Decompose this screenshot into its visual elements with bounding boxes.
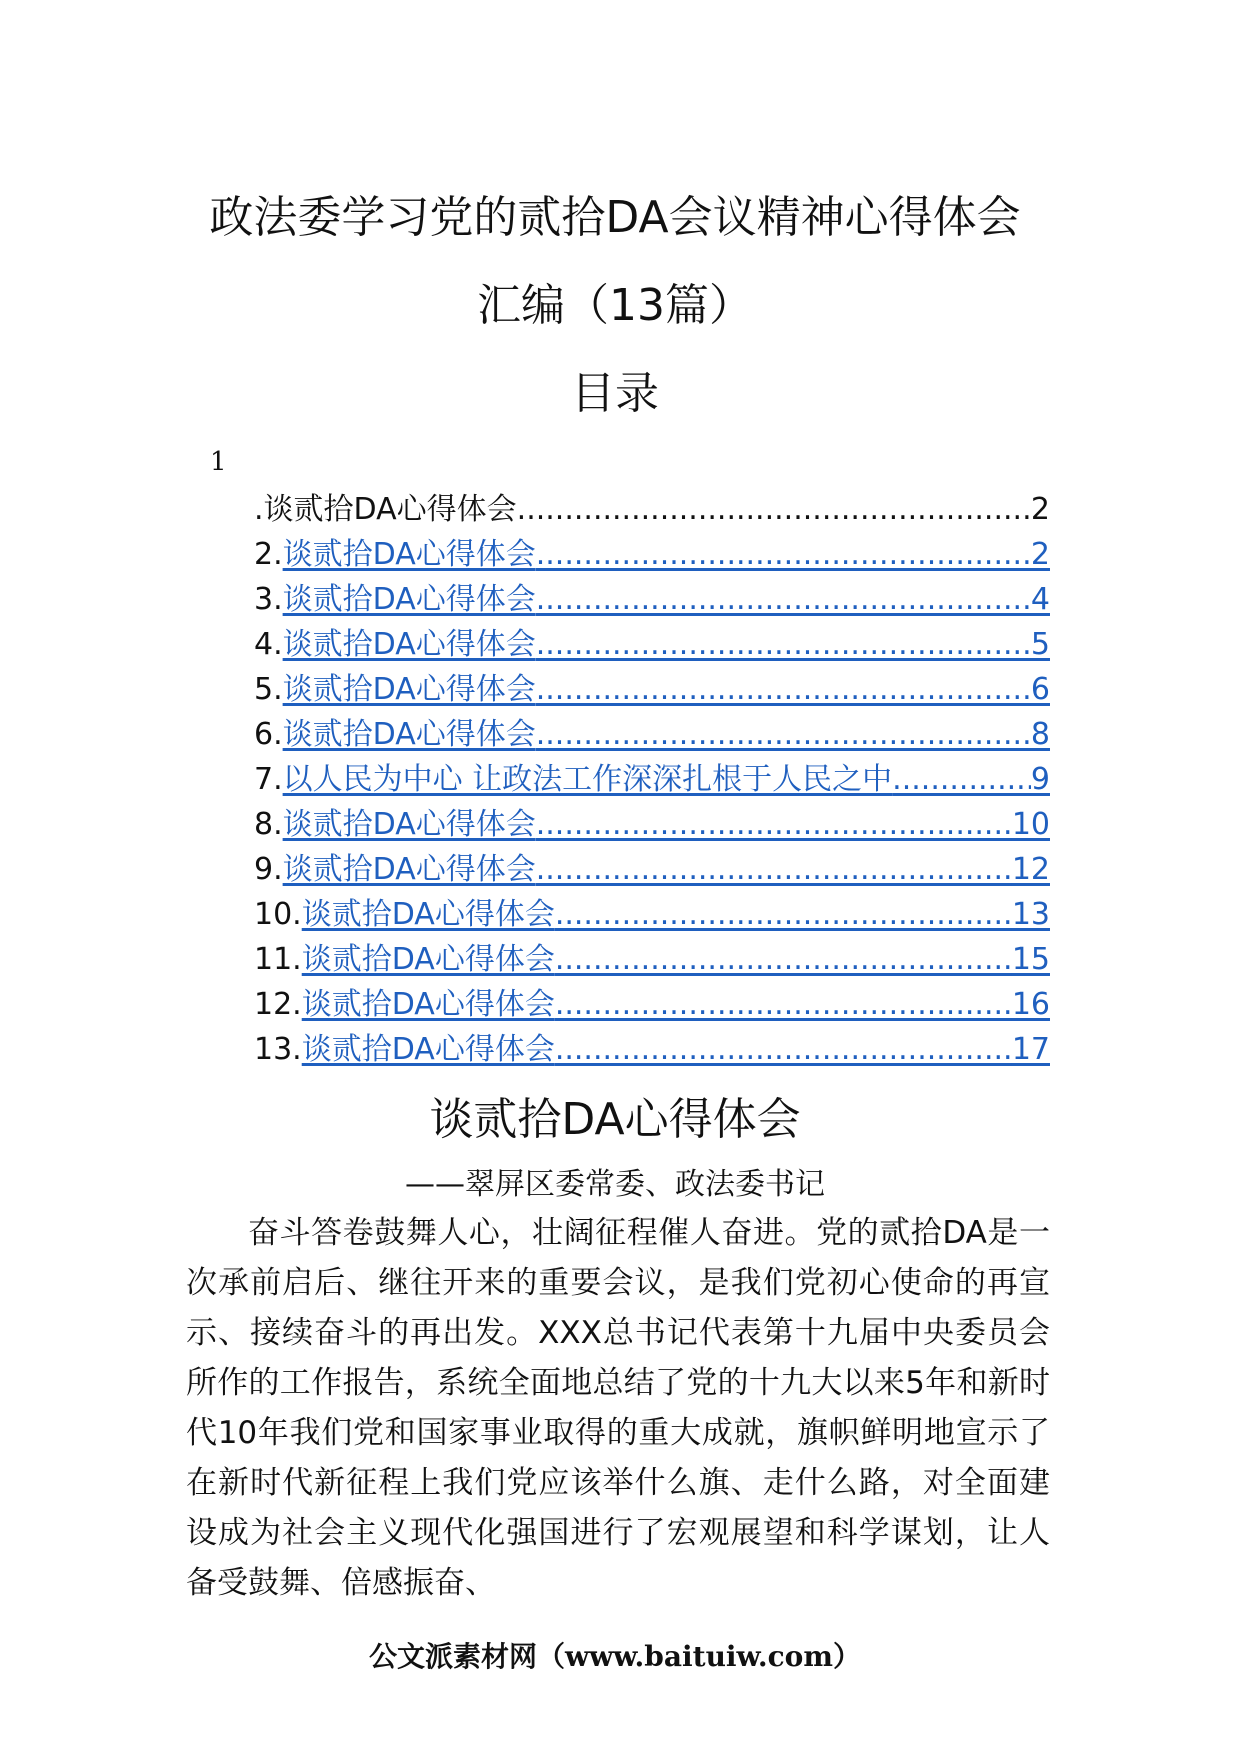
toc-entry-title: 谈贰拾DA心得体会 — [282, 717, 536, 752]
toc-list-marker: 1 — [210, 447, 227, 477]
toc-entry-link[interactable] — [302, 1030, 1050, 1070]
toc-entry-link[interactable] — [283, 715, 1050, 755]
toc-entry-title: 谈贰拾DA心得体会 — [282, 807, 536, 842]
toc-entry-title: 谈贰拾DA心得体会 — [263, 492, 517, 527]
toc-entry-number: 8. — [254, 807, 283, 842]
toc-entry-page-number: 5 — [1030, 627, 1050, 662]
toc-entry[interactable] — [254, 665, 1050, 710]
toc-dot-leader — [555, 895, 1012, 935]
toc-entry-page-number: 17 — [1011, 1032, 1050, 1067]
toc-entry-number: 13. — [254, 1032, 302, 1067]
toc-entry-link[interactable] — [302, 985, 1050, 1025]
footer-source: 公文派素材网（www.baituiw.com） — [369, 1640, 861, 1673]
toc-dot-leader — [536, 580, 1031, 620]
toc-dot-leader — [555, 985, 1012, 1025]
toc-entry-page-number: 15 — [1011, 942, 1050, 977]
toc-entry-number: 3. — [254, 582, 283, 617]
toc-dot-leader — [536, 625, 1031, 665]
toc-entry-title: 以人民为中心 让政法工作深深扎根于人民之中 — [282, 762, 893, 797]
toc-entry-title: 谈贰拾DA心得体会 — [282, 672, 536, 707]
toc-entry-title: 谈贰拾DA心得体会 — [282, 537, 536, 572]
document-title-line-1: 政法委学习党的贰拾DA会议精神心得体会 — [209, 192, 1021, 243]
toc-entry[interactable] — [254, 980, 1050, 1025]
toc-entry-number: 5. — [254, 672, 283, 707]
toc-entry-link[interactable] — [302, 940, 1050, 980]
toc-dot-leader — [536, 715, 1031, 755]
toc-entry-number: . — [254, 492, 264, 527]
toc-entry-page-number: 9 — [1030, 762, 1050, 797]
toc-entry-text — [264, 490, 1050, 530]
toc-entry-link[interactable] — [283, 580, 1050, 620]
toc-entry-title: 谈贰拾DA心得体会 — [282, 627, 536, 662]
toc-entry[interactable] — [254, 710, 1050, 755]
toc-dot-leader — [892, 760, 1031, 800]
toc-entry-link[interactable] — [283, 535, 1050, 575]
section-title: 谈贰拾DA心得体会 — [429, 1094, 801, 1145]
table-of-contents — [254, 485, 1050, 1070]
toc-entry-number: 4. — [254, 627, 283, 662]
toc-entry[interactable] — [254, 890, 1050, 935]
toc-entry-page-number: 8 — [1030, 717, 1050, 752]
toc-dot-leader — [536, 850, 1012, 890]
toc-entry-title: 谈贰拾DA心得体会 — [301, 897, 555, 932]
toc-entry[interactable] — [254, 845, 1050, 890]
toc-entry-link[interactable] — [283, 760, 1050, 800]
toc-entry-number: 9. — [254, 852, 283, 887]
toc-entry-title: 谈贰拾DA心得体会 — [301, 987, 555, 1022]
toc-entry[interactable] — [254, 800, 1050, 845]
toc-dot-leader — [536, 670, 1031, 710]
toc-entry-link[interactable] — [283, 625, 1050, 665]
toc-entry[interactable] — [254, 575, 1050, 620]
toc-entry-link[interactable] — [302, 895, 1050, 935]
toc-entry-page-number: 12 — [1011, 852, 1050, 887]
toc-dot-leader — [555, 1030, 1012, 1070]
toc-entry-number: 6. — [254, 717, 283, 752]
toc-entry-page-number: 13 — [1011, 897, 1050, 932]
toc-entry[interactable] — [254, 1025, 1050, 1070]
toc-entry-number: 12. — [254, 987, 302, 1022]
toc-entry-title: 谈贰拾DA心得体会 — [282, 582, 536, 617]
document-title-line-2: 汇编（13篇） — [477, 280, 753, 331]
toc-entry[interactable] — [254, 530, 1050, 575]
toc-dot-leader — [536, 805, 1012, 845]
toc-dot-leader — [555, 940, 1012, 980]
toc-heading: 目录 — [571, 368, 659, 419]
toc-entry-number: 10. — [254, 897, 302, 932]
toc-dot-leader — [517, 490, 1031, 530]
toc-entry-page-number: 2 — [1030, 537, 1050, 572]
toc-entry-link[interactable] — [283, 850, 1050, 890]
section-subtitle: ——翠屏区委常委、政法委书记 — [405, 1167, 825, 1202]
toc-entry-title: 谈贰拾DA心得体会 — [282, 852, 536, 887]
toc-dot-leader — [536, 535, 1031, 575]
toc-entry[interactable] — [254, 755, 1050, 800]
toc-entry — [254, 485, 1050, 530]
toc-entry-page-number: 6 — [1030, 672, 1050, 707]
body-paragraph: 奋斗答卷鼓舞人心，壮阔征程催人奋进。党的贰拾DA是一次承前启后、继往开来的重要会议，是我们党初心使命的再宣示、接续奋斗的再出发。XXX总书记代表第十九届中央委员会所作的工作报告，系统全面地总结了党的十九大以来5年和新时代10年我们党和国家事业取得的重大成就，旗帜鲜明地宣示了在新时代新征程上我们党应该举什么旗、走什么路，对全面建设成为社会主义现代化强国进行了宏观展望和科学谋划，让人备受鼓舞、倍感振奋、 — [186, 1215, 1050, 1601]
toc-entry-number: 11. — [254, 942, 302, 977]
toc-entry-number: 2. — [254, 537, 283, 572]
toc-entry-page-number: 2 — [1030, 492, 1050, 527]
toc-entry-link[interactable] — [283, 670, 1050, 710]
toc-entry-number: 7. — [254, 762, 283, 797]
toc-entry-link[interactable] — [283, 805, 1050, 845]
toc-entry[interactable] — [254, 935, 1050, 980]
toc-entry-title: 谈贰拾DA心得体会 — [301, 942, 555, 977]
toc-entry-page-number: 16 — [1011, 987, 1050, 1022]
toc-entry-title: 谈贰拾DA心得体会 — [301, 1032, 555, 1067]
toc-entry-page-number: 10 — [1011, 807, 1050, 842]
toc-entry-page-number: 4 — [1030, 582, 1050, 617]
toc-entry[interactable] — [254, 620, 1050, 665]
